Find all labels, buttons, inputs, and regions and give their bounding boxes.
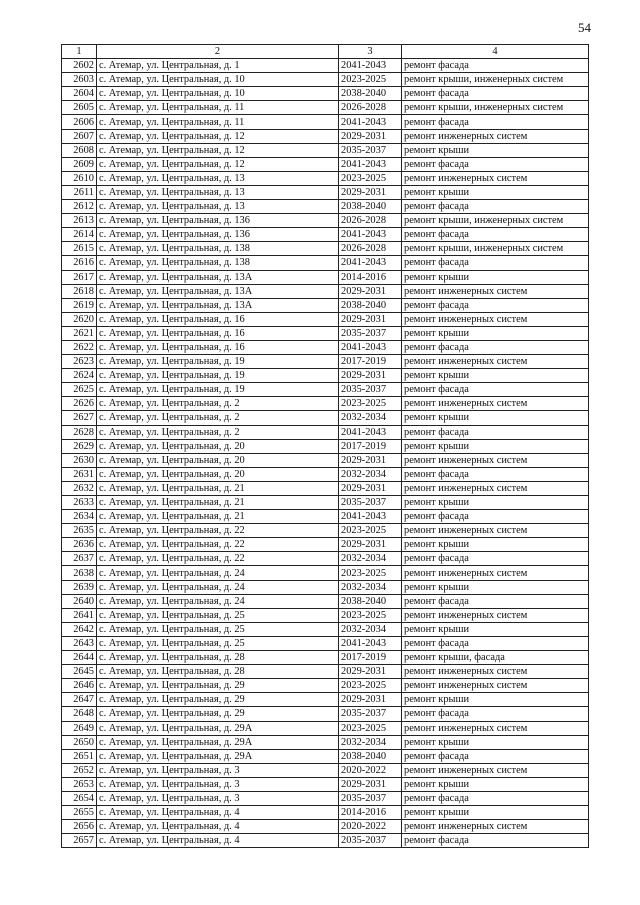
period-cell: 2029-2031 <box>339 129 402 143</box>
period-cell: 2035-2037 <box>339 496 402 510</box>
table-row <box>62 763 589 777</box>
column-header-work-type: 4 <box>402 45 589 59</box>
period-cell: 2029-2031 <box>339 693 402 707</box>
address-cell: с. Атемар, ул. Центральная, д. 29 <box>97 679 339 693</box>
address-cell: с. Атемар, ул. Центральная, д. 20 <box>97 467 339 481</box>
table-row <box>62 777 589 791</box>
row-number: 2634 <box>62 510 97 524</box>
period-cell: 2041-2043 <box>339 115 402 129</box>
table-row <box>62 552 589 566</box>
work-type-cell: ремонт крыши <box>402 369 589 383</box>
period-cell: 2029-2031 <box>339 538 402 552</box>
work-type-cell: ремонт фасада <box>402 87 589 101</box>
row-number: 2644 <box>62 651 97 665</box>
period-cell: 2014-2016 <box>339 270 402 284</box>
period-cell: 2023-2025 <box>339 171 402 185</box>
row-number: 2605 <box>62 101 97 115</box>
table-row <box>62 143 589 157</box>
row-number: 2610 <box>62 171 97 185</box>
period-cell: 2017-2019 <box>339 651 402 665</box>
work-type-cell: ремонт крыши <box>402 185 589 199</box>
work-type-cell: ремонт инженерных систем <box>402 284 589 298</box>
row-number: 2637 <box>62 552 97 566</box>
row-number: 2629 <box>62 439 97 453</box>
period-cell: 2026-2028 <box>339 214 402 228</box>
period-cell: 2032-2034 <box>339 552 402 566</box>
work-type-cell: ремонт инженерных систем <box>402 608 589 622</box>
address-cell: с. Атемар, ул. Центральная, д. 24 <box>97 566 339 580</box>
work-type-cell: ремонт фасада <box>402 425 589 439</box>
period-cell: 2041-2043 <box>339 157 402 171</box>
address-cell: с. Атемар, ул. Центральная, д. 4 <box>97 820 339 834</box>
period-cell: 2026-2028 <box>339 242 402 256</box>
address-cell: с. Атемар, ул. Центральная, д. 2 <box>97 425 339 439</box>
row-number: 2642 <box>62 622 97 636</box>
work-type-cell: ремонт фасада <box>402 510 589 524</box>
table-row <box>62 651 589 665</box>
table-row <box>62 608 589 622</box>
table-row <box>62 735 589 749</box>
table-row <box>62 707 589 721</box>
work-type-cell: ремонт крыши <box>402 439 589 453</box>
address-cell: с. Атемар, ул. Центральная, д. 12 <box>97 143 339 157</box>
table-row <box>62 749 589 763</box>
row-number: 2631 <box>62 467 97 481</box>
period-cell: 2023-2025 <box>339 608 402 622</box>
table-row <box>62 87 589 101</box>
address-cell: с. Атемар, ул. Центральная, д. 29А <box>97 721 339 735</box>
address-cell: с. Атемар, ул. Центральная, д. 22 <box>97 524 339 538</box>
table-row <box>62 115 589 129</box>
period-cell: 2041-2043 <box>339 340 402 354</box>
work-type-cell: ремонт крыши, инженерных систем <box>402 214 589 228</box>
address-cell: с. Атемар, ул. Центральная, д. 19 <box>97 383 339 397</box>
period-cell: 2035-2037 <box>339 383 402 397</box>
address-cell: с. Атемар, ул. Центральная, д. 25 <box>97 636 339 650</box>
row-number: 2653 <box>62 777 97 791</box>
row-number: 2635 <box>62 524 97 538</box>
work-type-cell: ремонт фасада <box>402 340 589 354</box>
row-number: 2621 <box>62 326 97 340</box>
table-row <box>62 369 589 383</box>
repair-schedule-table <box>61 44 589 848</box>
address-cell: с. Атемар, ул. Центральная, д. 29А <box>97 749 339 763</box>
table-row <box>62 693 589 707</box>
work-type-cell: ремонт фасада <box>402 467 589 481</box>
table-row <box>62 439 589 453</box>
table-row <box>62 721 589 735</box>
work-type-cell: ремонт инженерных систем <box>402 820 589 834</box>
row-number: 2643 <box>62 636 97 650</box>
column-header-address: 2 <box>97 45 339 59</box>
row-number: 2626 <box>62 397 97 411</box>
table-row <box>62 411 589 425</box>
address-cell: с. Атемар, ул. Центральная, д. 12 <box>97 129 339 143</box>
row-number: 2655 <box>62 806 97 820</box>
table-row <box>62 326 589 340</box>
period-cell: 2035-2037 <box>339 791 402 805</box>
work-type-cell: ремонт крыши <box>402 326 589 340</box>
work-type-cell: ремонт инженерных систем <box>402 453 589 467</box>
table-header-row <box>62 45 589 59</box>
address-cell: с. Атемар, ул. Центральная, д. 13 <box>97 171 339 185</box>
address-cell: с. Атемар, ул. Центральная, д. 16 <box>97 326 339 340</box>
table-row <box>62 481 589 495</box>
address-cell: с. Атемар, ул. Центральная, д. 16 <box>97 312 339 326</box>
address-cell: с. Атемар, ул. Центральная, д. 24 <box>97 594 339 608</box>
row-number: 2624 <box>62 369 97 383</box>
address-cell: с. Атемар, ул. Центральная, д. 29 <box>97 693 339 707</box>
table-row <box>62 101 589 115</box>
work-type-cell: ремонт инженерных систем <box>402 763 589 777</box>
period-cell: 2026-2028 <box>339 101 402 115</box>
table-row <box>62 73 589 87</box>
table-row <box>62 791 589 805</box>
table-row <box>62 59 589 73</box>
period-cell: 2014-2016 <box>339 806 402 820</box>
period-cell: 2023-2025 <box>339 397 402 411</box>
work-type-cell: ремонт инженерных систем <box>402 481 589 495</box>
table-row <box>62 834 589 848</box>
period-cell: 2041-2043 <box>339 425 402 439</box>
table-row <box>62 383 589 397</box>
address-cell: с. Атемар, ул. Центральная, д. 13 <box>97 200 339 214</box>
row-number: 2636 <box>62 538 97 552</box>
address-cell: с. Атемар, ул. Центральная, д. 3 <box>97 791 339 805</box>
work-type-cell: ремонт фасада <box>402 791 589 805</box>
address-cell: с. Атемар, ул. Центральная, д. 29 <box>97 707 339 721</box>
period-cell: 2029-2031 <box>339 284 402 298</box>
period-cell: 2041-2043 <box>339 510 402 524</box>
row-number: 2641 <box>62 608 97 622</box>
row-number: 2648 <box>62 707 97 721</box>
period-cell: 2020-2022 <box>339 820 402 834</box>
address-cell: с. Атемар, ул. Центральная, д. 11 <box>97 115 339 129</box>
row-number: 2606 <box>62 115 97 129</box>
row-number: 2613 <box>62 214 97 228</box>
work-type-cell: ремонт крыши <box>402 538 589 552</box>
table-row <box>62 312 589 326</box>
work-type-cell: ремонт фасада <box>402 228 589 242</box>
table-row <box>62 524 589 538</box>
period-cell: 2020-2022 <box>339 763 402 777</box>
row-number: 2630 <box>62 453 97 467</box>
table-row <box>62 171 589 185</box>
period-cell: 2038-2040 <box>339 749 402 763</box>
period-cell: 2017-2019 <box>339 355 402 369</box>
address-cell: с. Атемар, ул. Центральная, д. 19 <box>97 355 339 369</box>
table-row <box>62 397 589 411</box>
work-type-cell: ремонт крыши <box>402 580 589 594</box>
work-type-cell: ремонт инженерных систем <box>402 355 589 369</box>
period-cell: 2041-2043 <box>339 59 402 73</box>
table-row <box>62 355 589 369</box>
row-number: 2646 <box>62 679 97 693</box>
address-cell: с. Атемар, ул. Центральная, д. 3 <box>97 763 339 777</box>
work-type-cell: ремонт инженерных систем <box>402 524 589 538</box>
period-cell: 2032-2034 <box>339 622 402 636</box>
column-header-number: 1 <box>62 45 97 59</box>
period-cell: 2038-2040 <box>339 87 402 101</box>
period-cell: 2035-2037 <box>339 707 402 721</box>
work-type-cell: ремонт фасада <box>402 59 589 73</box>
period-cell: 2032-2034 <box>339 580 402 594</box>
period-cell: 2029-2031 <box>339 369 402 383</box>
work-type-cell: ремонт инженерных систем <box>402 171 589 185</box>
work-type-cell: ремонт крыши, инженерных систем <box>402 101 589 115</box>
address-cell: с. Атемар, ул. Центральная, д. 10 <box>97 73 339 87</box>
period-cell: 2038-2040 <box>339 298 402 312</box>
table-row <box>62 679 589 693</box>
address-cell: с. Атемар, ул. Центральная, д. 10 <box>97 87 339 101</box>
row-number: 2638 <box>62 566 97 580</box>
row-number: 2639 <box>62 580 97 594</box>
row-number: 2612 <box>62 200 97 214</box>
work-type-cell: ремонт фасада <box>402 256 589 270</box>
row-number: 2620 <box>62 312 97 326</box>
table-row <box>62 622 589 636</box>
address-cell: с. Атемар, ул. Центральная, д. 25 <box>97 608 339 622</box>
table-row <box>62 228 589 242</box>
table-row <box>62 566 589 580</box>
address-cell: с. Атемар, ул. Центральная, д. 136 <box>97 228 339 242</box>
table-row <box>62 636 589 650</box>
address-cell: с. Атемар, ул. Центральная, д. 29А <box>97 735 339 749</box>
row-number: 2615 <box>62 242 97 256</box>
address-cell: с. Атемар, ул. Центральная, д. 21 <box>97 496 339 510</box>
table-row <box>62 580 589 594</box>
address-cell: с. Атемар, ул. Центральная, д. 20 <box>97 439 339 453</box>
row-number: 2611 <box>62 185 97 199</box>
period-cell: 2041-2043 <box>339 256 402 270</box>
period-cell: 2038-2040 <box>339 200 402 214</box>
row-number: 2627 <box>62 411 97 425</box>
work-type-cell: ремонт крыши <box>402 735 589 749</box>
row-number: 2622 <box>62 340 97 354</box>
address-cell: с. Атемар, ул. Центральная, д. 138 <box>97 256 339 270</box>
row-number: 2618 <box>62 284 97 298</box>
work-type-cell: ремонт инженерных систем <box>402 665 589 679</box>
row-number: 2633 <box>62 496 97 510</box>
table-row <box>62 298 589 312</box>
period-cell: 2032-2034 <box>339 411 402 425</box>
table-row <box>62 270 589 284</box>
table-row <box>62 157 589 171</box>
table-row <box>62 510 589 524</box>
work-type-cell: ремонт крыши <box>402 411 589 425</box>
work-type-cell: ремонт фасада <box>402 552 589 566</box>
table-body <box>62 59 589 848</box>
address-cell: с. Атемар, ул. Центральная, д. 21 <box>97 481 339 495</box>
period-cell: 2029-2031 <box>339 185 402 199</box>
row-number: 2608 <box>62 143 97 157</box>
period-cell: 2029-2031 <box>339 453 402 467</box>
row-number: 2625 <box>62 383 97 397</box>
table-row <box>62 467 589 481</box>
address-cell: с. Атемар, ул. Центральная, д. 25 <box>97 622 339 636</box>
work-type-cell: ремонт фасада <box>402 594 589 608</box>
row-number: 2623 <box>62 355 97 369</box>
work-type-cell: ремонт крыши <box>402 143 589 157</box>
address-cell: с. Атемар, ул. Центральная, д. 28 <box>97 665 339 679</box>
work-type-cell: ремонт инженерных систем <box>402 397 589 411</box>
row-number: 2645 <box>62 665 97 679</box>
table-row <box>62 256 589 270</box>
work-type-cell: ремонт крыши, инженерных систем <box>402 73 589 87</box>
address-cell: с. Атемар, ул. Центральная, д. 28 <box>97 651 339 665</box>
period-cell: 2032-2034 <box>339 467 402 481</box>
table-row <box>62 453 589 467</box>
address-cell: с. Атемар, ул. Центральная, д. 19 <box>97 369 339 383</box>
period-cell: 2023-2025 <box>339 73 402 87</box>
address-cell: с. Атемар, ул. Центральная, д. 4 <box>97 806 339 820</box>
work-type-cell: ремонт крыши <box>402 806 589 820</box>
address-cell: с. Атемар, ул. Центральная, д. 16 <box>97 340 339 354</box>
period-cell: 2035-2037 <box>339 834 402 848</box>
work-type-cell: ремонт фасада <box>402 200 589 214</box>
period-cell: 2023-2025 <box>339 566 402 580</box>
row-number: 2632 <box>62 481 97 495</box>
table-row <box>62 538 589 552</box>
work-type-cell: ремонт фасада <box>402 115 589 129</box>
work-type-cell: ремонт крыши <box>402 496 589 510</box>
row-number: 2609 <box>62 157 97 171</box>
address-cell: с. Атемар, ул. Центральная, д. 24 <box>97 580 339 594</box>
row-number: 2617 <box>62 270 97 284</box>
work-type-cell: ремонт инженерных систем <box>402 566 589 580</box>
work-type-cell: ремонт инженерных систем <box>402 312 589 326</box>
table-row <box>62 496 589 510</box>
address-cell: с. Атемар, ул. Центральная, д. 21 <box>97 510 339 524</box>
table-row <box>62 185 589 199</box>
work-type-cell: ремонт фасада <box>402 834 589 848</box>
work-type-cell: ремонт фасада <box>402 298 589 312</box>
address-cell: с. Атемар, ул. Центральная, д. 22 <box>97 552 339 566</box>
period-cell: 2017-2019 <box>339 439 402 453</box>
work-type-cell: ремонт фасада <box>402 383 589 397</box>
period-cell: 2023-2025 <box>339 524 402 538</box>
table-row <box>62 340 589 354</box>
address-cell: с. Атемар, ул. Центральная, д. 136 <box>97 214 339 228</box>
address-cell: с. Атемар, ул. Центральная, д. 4 <box>97 834 339 848</box>
row-number: 2651 <box>62 749 97 763</box>
work-type-cell: ремонт фасада <box>402 636 589 650</box>
period-cell: 2032-2034 <box>339 735 402 749</box>
address-cell: с. Атемар, ул. Центральная, д. 11 <box>97 101 339 115</box>
address-cell: с. Атемар, ул. Центральная, д. 3 <box>97 777 339 791</box>
table-row <box>62 806 589 820</box>
period-cell: 2038-2040 <box>339 594 402 608</box>
table-row <box>62 129 589 143</box>
address-cell: с. Атемар, ул. Центральная, д. 1 <box>97 59 339 73</box>
address-cell: с. Атемар, ул. Центральная, д. 2 <box>97 397 339 411</box>
address-cell: с. Атемар, ул. Центральная, д. 13А <box>97 284 339 298</box>
table-row <box>62 284 589 298</box>
row-number: 2628 <box>62 425 97 439</box>
row-number: 2652 <box>62 763 97 777</box>
work-type-cell: ремонт фасада <box>402 707 589 721</box>
period-cell: 2035-2037 <box>339 143 402 157</box>
row-number: 2657 <box>62 834 97 848</box>
row-number: 2616 <box>62 256 97 270</box>
period-cell: 2041-2043 <box>339 636 402 650</box>
period-cell: 2041-2043 <box>339 228 402 242</box>
address-cell: с. Атемар, ул. Центральная, д. 13А <box>97 298 339 312</box>
address-cell: с. Атемар, ул. Центральная, д. 13А <box>97 270 339 284</box>
row-number: 2650 <box>62 735 97 749</box>
work-type-cell: ремонт крыши <box>402 777 589 791</box>
work-type-cell: ремонт крыши <box>402 693 589 707</box>
row-number: 2603 <box>62 73 97 87</box>
work-type-cell: ремонт крыши, инженерных систем <box>402 242 589 256</box>
row-number: 2656 <box>62 820 97 834</box>
work-type-cell: ремонт крыши, фасада <box>402 651 589 665</box>
work-type-cell: ремонт фасада <box>402 749 589 763</box>
table-row <box>62 200 589 214</box>
address-cell: с. Атемар, ул. Центральная, д. 13 <box>97 185 339 199</box>
column-header-period: 3 <box>339 45 402 59</box>
row-number: 2654 <box>62 791 97 805</box>
row-number: 2607 <box>62 129 97 143</box>
period-cell: 2029-2031 <box>339 665 402 679</box>
address-cell: с. Атемар, ул. Центральная, д. 138 <box>97 242 339 256</box>
row-number: 2649 <box>62 721 97 735</box>
address-cell: с. Атемар, ул. Центральная, д. 22 <box>97 538 339 552</box>
period-cell: 2029-2031 <box>339 777 402 791</box>
address-cell: с. Атемар, ул. Центральная, д. 12 <box>97 157 339 171</box>
work-type-cell: ремонт фасада <box>402 157 589 171</box>
period-cell: 2023-2025 <box>339 721 402 735</box>
period-cell: 2023-2025 <box>339 679 402 693</box>
row-number: 2619 <box>62 298 97 312</box>
table-row <box>62 214 589 228</box>
period-cell: 2029-2031 <box>339 312 402 326</box>
table-row <box>62 242 589 256</box>
row-number: 2604 <box>62 87 97 101</box>
row-number: 2614 <box>62 228 97 242</box>
table-row <box>62 425 589 439</box>
page-number: 54 <box>578 20 591 35</box>
work-type-cell: ремонт инженерных систем <box>402 129 589 143</box>
row-number: 2602 <box>62 59 97 73</box>
table-row <box>62 594 589 608</box>
table-row <box>62 665 589 679</box>
work-type-cell: ремонт инженерных систем <box>402 721 589 735</box>
work-type-cell: ремонт крыши <box>402 270 589 284</box>
period-cell: 2035-2037 <box>339 326 402 340</box>
row-number: 2647 <box>62 693 97 707</box>
period-cell: 2029-2031 <box>339 481 402 495</box>
work-type-cell: ремонт крыши <box>402 622 589 636</box>
address-cell: с. Атемар, ул. Центральная, д. 2 <box>97 411 339 425</box>
table-row <box>62 820 589 834</box>
work-type-cell: ремонт инженерных систем <box>402 679 589 693</box>
row-number: 2640 <box>62 594 97 608</box>
address-cell: с. Атемар, ул. Центральная, д. 20 <box>97 453 339 467</box>
